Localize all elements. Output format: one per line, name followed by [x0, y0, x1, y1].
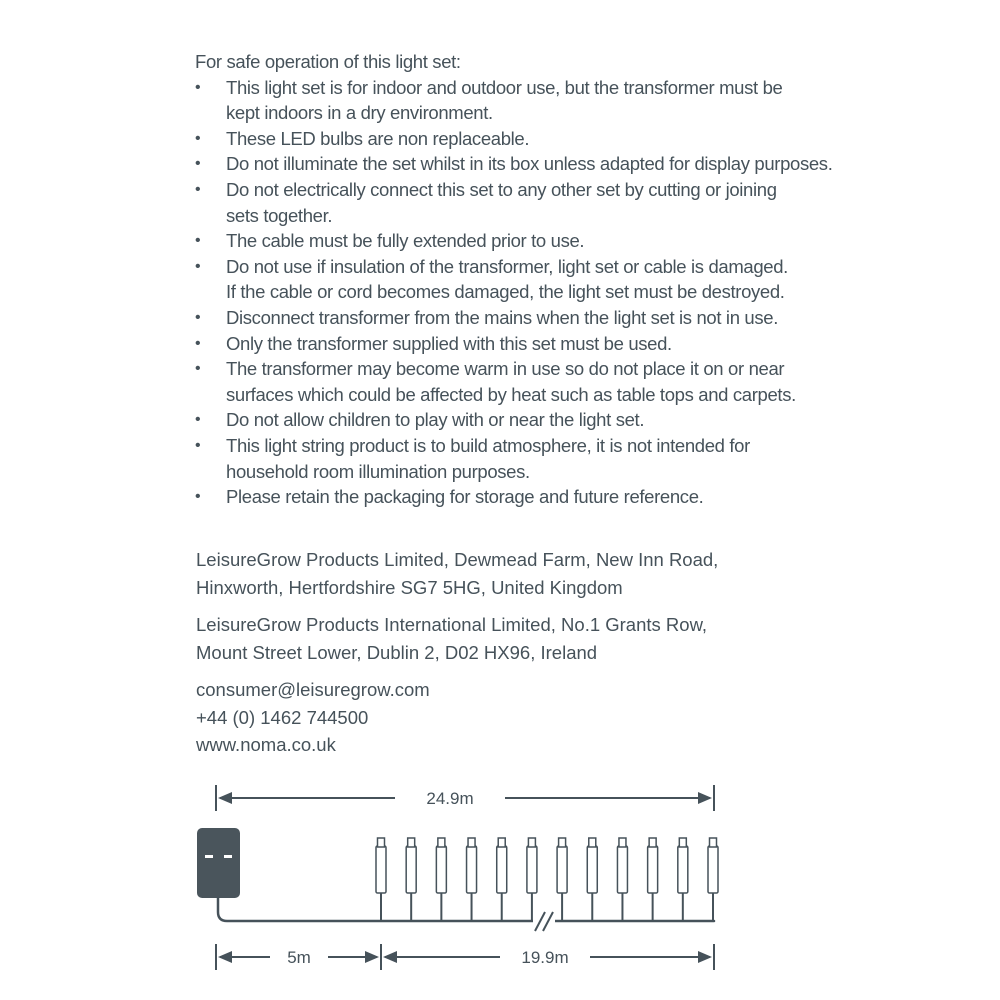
bulbs-group	[376, 838, 718, 921]
led-bulb-icon	[436, 838, 446, 921]
safety-item-line: sets together.	[226, 204, 333, 226]
safety-item-line: Do not allow children to play with or near the light set.	[226, 409, 645, 431]
led-bulb-icon	[587, 838, 597, 921]
safety-item-line: Do not illuminate the set whilst in its box unless adapted for display purposes.	[226, 153, 833, 175]
arrow-right-icon	[698, 792, 712, 804]
led-bulb-icon	[497, 838, 507, 921]
led-bulb-icon	[678, 838, 688, 921]
total-length-label: 24.9m	[426, 789, 474, 808]
safety-item-line: This light set is for indoor and outdoor use, but the transformer must be	[226, 76, 783, 98]
led-bulb-icon	[708, 838, 718, 921]
safety-item-line: If the cable or cord becomes damaged, the light set must be destroyed.	[226, 281, 785, 303]
contact-phone[interactable]: +44 (0) 1462 744500	[196, 706, 369, 728]
arrow-left-icon	[218, 951, 232, 963]
string-length-label: 19.9m	[521, 948, 569, 967]
safety-item-line: Please retain the packaging for storage and future reference.	[226, 486, 704, 508]
contact-website[interactable]: www.noma.co.uk	[196, 734, 336, 755]
safety-item-line: Disconnect transformer from the mains when the light set is not in use.	[226, 306, 778, 328]
plug-transformer-icon	[197, 828, 240, 898]
led-bulb-icon	[617, 838, 627, 921]
safety-item-line: The transformer may become warm in use so do not place it on or near	[226, 358, 785, 380]
safety-item-line: The cable must be fully extended prior to use.	[226, 230, 585, 252]
company-ie-line2: Mount Street Lower, Dublin 2, D02 HX96, Ireland	[196, 641, 598, 663]
cable-break-icon	[533, 912, 555, 931]
arrow-left-icon	[383, 951, 397, 963]
led-bulb-icon	[406, 838, 416, 921]
company-uk-line2: Hinxworth, Hertfordshire SG7 5HG, United Kingdom	[196, 576, 623, 598]
arrow-right-icon	[698, 951, 712, 963]
safety-item-line: This light string product is to build atmosphere, it is not intended for	[226, 434, 750, 456]
safety-item-line: Only the transformer supplied with this set must be used.	[226, 332, 672, 354]
cable	[218, 898, 714, 921]
led-bulb-icon	[557, 838, 567, 921]
company-uk-line1: LeisureGrow Products Limited, Dewmead Farm, New Inn Road,	[196, 549, 719, 570]
led-bulb-icon	[527, 838, 537, 921]
lead-length-label: 5m	[287, 948, 311, 967]
led-bulb-icon	[648, 838, 658, 921]
safety-heading: For safe operation of this light set:	[195, 51, 461, 72]
safety-item-line: surfaces which could be affected by heat such as table tops and carpets.	[226, 383, 796, 405]
safety-item-line: household room illumination purposes.	[226, 460, 530, 482]
company-ie-line1: LeisureGrow Products International Limited, No.1 Grants Row,	[196, 614, 708, 635]
arrow-left-icon	[218, 792, 232, 804]
safety-item-line: Do not electrically connect this set to any other set by cutting or joining	[226, 178, 777, 200]
safety-item-line: kept indoors in a dry environment.	[226, 102, 493, 124]
safety-item-line: These LED bulbs are non replaceable.	[226, 127, 530, 149]
arrow-right-icon	[365, 951, 379, 963]
led-bulb-icon	[467, 838, 477, 921]
contact-email[interactable]: consumer@leisuregrow.com	[196, 679, 430, 700]
safety-item-line: Do not use if insulation of the transformer, light set or cable is damaged.	[226, 255, 788, 277]
led-bulb-icon	[376, 838, 386, 921]
